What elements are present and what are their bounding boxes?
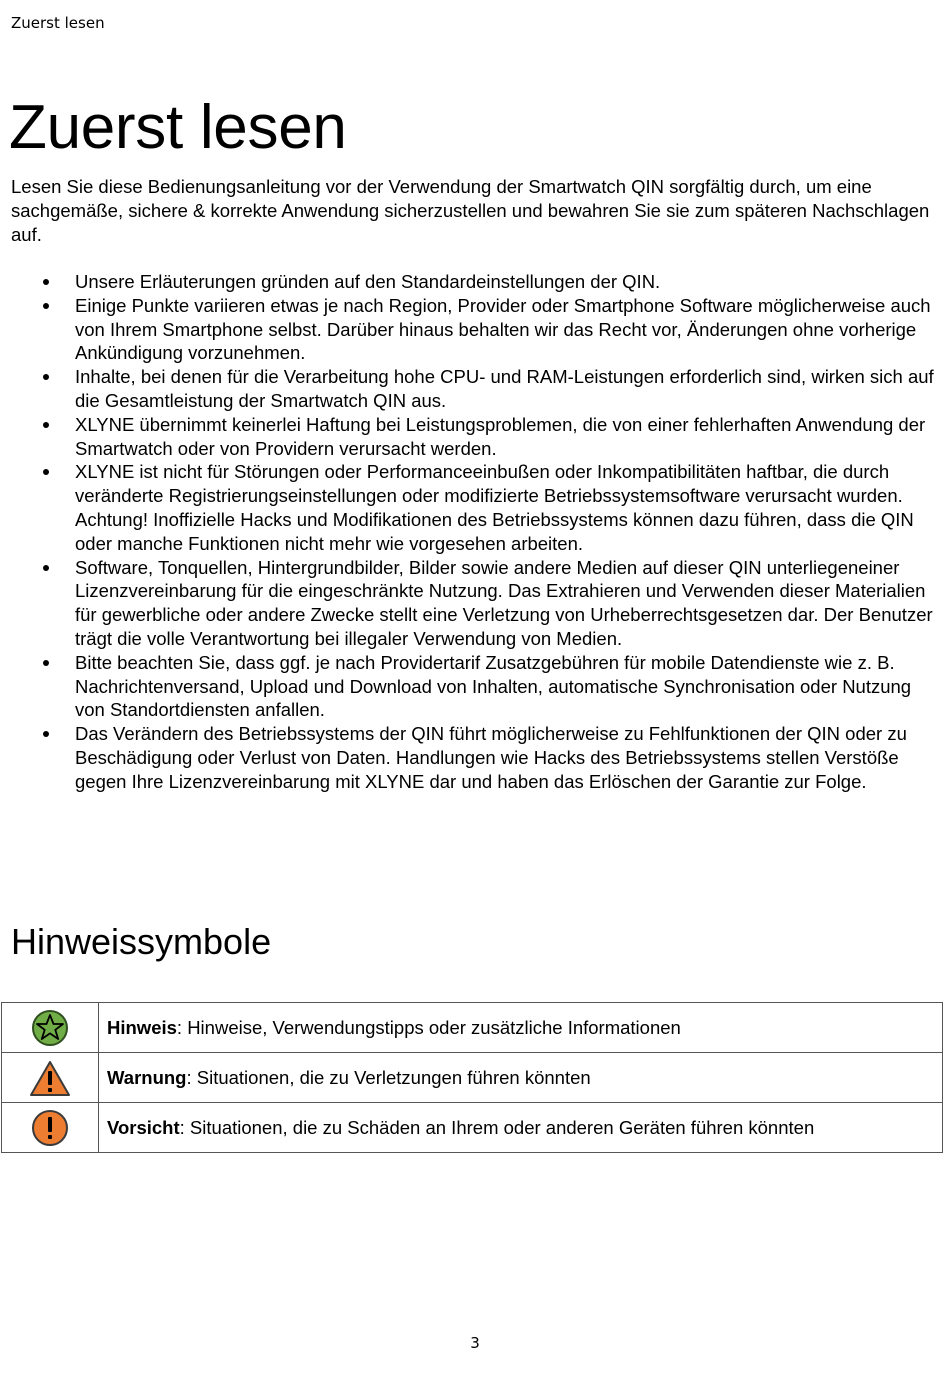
list-item-text: Das Verändern des Betriebssystems der QIN führt möglicherweise zu Fehlfunktionen der QIN oder zu Beschädigung oder Verlust von Daten. Handlungen wie Hacks des Betriebssystems stellen Verstöße gegen Ihre Lizenzvereinbarung mit XLYNE dar und haben das Erlöschen der Garantie zur Folge.	[75, 723, 907, 792]
list-item-text: Einige Punkte variieren etwas je nach Region, Provider oder Smartphone Software möglicherweise auch von Ihrem Smartphone selbst. Darüber hinaus behalten wir das Recht vor, Änderungen ohne vorherige Ankündigung vorzunehmen.	[75, 294, 931, 364]
list-item	[0, 270, 945, 294]
bullet-icon	[43, 303, 49, 309]
symbol-text: : Situationen, die zu Schäden an Ihrem oder anderen Geräten führen könnten	[179, 1116, 815, 1138]
warning-triangle-icon	[29, 1059, 71, 1097]
symbol-description	[99, 1103, 943, 1153]
icon-cell	[2, 1103, 99, 1153]
table-row	[2, 1003, 943, 1053]
page-title: Zuerst lesen	[9, 93, 347, 162]
list-item-text: Bitte beachten Sie, dass ggf. je nach Providertarif Zusatzgebühren für mobile Datendienste wie z. B. Nachrichtenversand, Upload und Download von Inhalten, automatische Synchronisation oder Nutzung von Standortdiensten anfallen.	[75, 651, 912, 721]
symbol-text: : Hinweise, Verwendungstipps oder zusätzliche Informationen	[176, 1016, 681, 1038]
bullet-icon	[43, 422, 49, 428]
notice-list	[0, 270, 945, 794]
exclamation-circle-icon	[31, 1109, 69, 1147]
bullet-icon	[43, 565, 49, 571]
table-row	[2, 1103, 943, 1153]
icon-cell	[2, 1053, 99, 1103]
list-item	[0, 294, 945, 365]
symbol-description	[99, 1053, 943, 1103]
list-item-text: Unsere Erläuterungen gründen auf den Standardeinstellungen der QIN.	[75, 271, 661, 292]
symbol-table	[1, 1002, 943, 1153]
list-item-text: XLYNE übernimmt keinerlei Haftung bei Leistungsproblemen, die von einer fehlerhaften Anwendung der Smartwatch oder von Providern verursacht werden.	[75, 413, 926, 459]
table-row	[2, 1053, 943, 1103]
list-item	[0, 460, 945, 555]
list-item	[0, 722, 945, 793]
bullet-icon	[43, 374, 49, 380]
list-item	[0, 365, 945, 413]
running-header: Zuerst lesen	[11, 14, 105, 32]
list-item	[0, 651, 945, 722]
symbol-label: Warnung	[107, 1066, 187, 1088]
symbol-label: Vorsicht	[107, 1116, 180, 1138]
bullet-icon	[43, 469, 49, 475]
section-title: Hinweissymbole	[11, 921, 272, 962]
star-icon	[31, 1009, 69, 1047]
symbol-text: : Situationen, die zu Verletzungen führen könnten	[186, 1066, 591, 1088]
page-number: 3	[470, 1334, 480, 1352]
list-item	[0, 413, 945, 461]
icon-cell	[2, 1003, 99, 1053]
list-item-text: XLYNE ist nicht für Störungen oder Performanceeinbußen oder Inkompatibilitäten haftbar, die durch veränderte Registrierungseinstellungen oder modifizierte Betriebssystemsoftware verursacht wurden. Achtung! Inoffizielle Hacks und Modifikationen des Betriebssystems können dazu führen, dass die QIN oder manche Funktionen nicht mehr wie vorgesehen arbeiten.	[75, 461, 914, 554]
intro-paragraph: Lesen Sie diese Bedienungsanleitung vor der Verwendung der Smartwatch QIN sorgfältig durch, um eine sachgemäße, sichere & korrekte Anwendung sicherzustellen und bewahren Sie sie zum späteren Nachschlagen auf.	[11, 176, 930, 245]
bullet-icon	[43, 279, 49, 285]
list-item-text: Software, Tonquellen, Hintergrundbilder, Bilder sowie andere Medien auf dieser QIN unterliegeneiner Lizenzvereinbarung für die eingeschränkte Nutzung. Das Extrahieren und Verwenden dieser Materialien für gewerbliche oder andere Zwecke stellt eine Verletzung von Urheberrechtsgesetzen dar. Der Benutzer trägt die volle Verantwortung bei illegaler Verwendung von Medien.	[75, 556, 933, 649]
list-item-text: Inhalte, bei denen für die Verarbeitung hohe CPU- und RAM-Leistungen erforderlich sind, wirken sich auf die Gesamtleistung der Smartwatch QIN aus.	[75, 366, 934, 411]
symbol-label: Hinweis	[107, 1016, 177, 1038]
bullet-icon	[43, 660, 49, 666]
list-item	[0, 556, 945, 651]
bullet-icon	[43, 731, 49, 737]
symbol-description	[99, 1003, 943, 1053]
